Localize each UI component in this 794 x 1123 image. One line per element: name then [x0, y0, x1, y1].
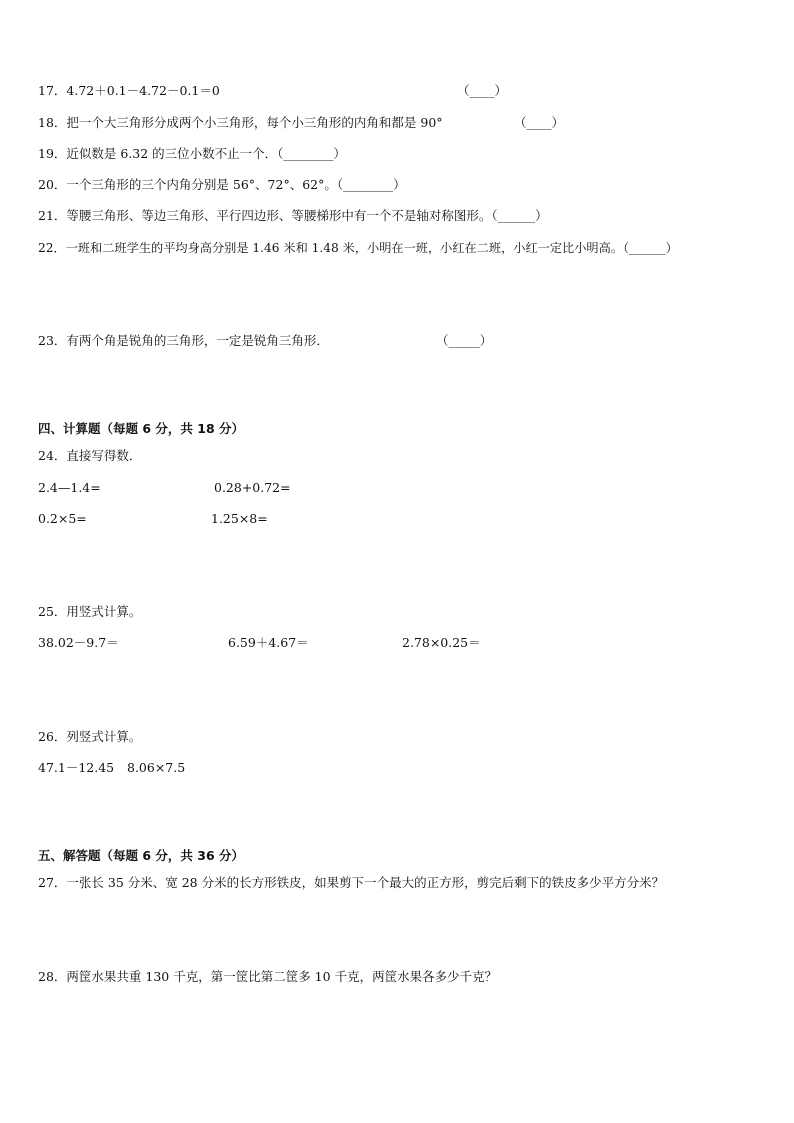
- question-17-text: 17．4.72＋0.1－4.72－0.1＝0: [38, 83, 220, 98]
- question-24-text: 24．直接写得数．: [38, 448, 142, 463]
- question-26-text: 26．列竖式计算。: [38, 729, 142, 744]
- question-18-text: 18．把一个大三角形分成两个小三角形，每个小三角形的内角和都是 90°: [38, 115, 443, 130]
- q26-item: 47.1－12.45: [38, 760, 115, 775]
- question-20-text: 20．一个三角形的三个内角分别是 56°、72°、62°。（________）: [38, 177, 406, 192]
- question-22-text: 22．一班和二班学生的平均身高分别是 1.46 米和 1.48 米，小明在一班，小红在二班，小红一定比小明高。（______）: [38, 241, 678, 255]
- question-27-text: 27．一张长 35 分米、宽 28 分米的长方形铁皮，如果剪下一个最大的正方形，剪完后剩下的铁皮多少平方分米？: [38, 875, 665, 890]
- q24-item: 0.28+0.72=: [214, 480, 291, 495]
- question-25-text: 25．用竖式计算。: [38, 604, 142, 619]
- q25-item: 38.02－9.7＝: [38, 635, 119, 650]
- section-4-heading: 四、计算题（每题 6 分，共 18 分）: [38, 421, 245, 436]
- question-19-text: 19．近似数是 6.32 的三位小数不止一个．（________）: [38, 146, 346, 161]
- q26-item: 8.06×7.5: [127, 760, 186, 775]
- section-5-heading: 五、解答题（每题 6 分，共 36 分）: [38, 848, 245, 863]
- q24-item: 2.4—1.4=: [38, 480, 101, 495]
- q24-item: 0.2×5=: [38, 511, 87, 526]
- q25-item: 6.59＋4.67＝: [228, 635, 309, 650]
- question-28-text: 28．两筐水果共重 130 千克，第一筐比第二筐多 10 千克，两筐水果各多少千克？: [38, 969, 498, 984]
- q25-item: 2.78×0.25＝: [402, 635, 481, 650]
- question-23-text: 23．有两个角是锐角的三角形，一定是锐角三角形．: [38, 333, 329, 348]
- question-23-answer-blank[interactable]: （_____）: [436, 333, 493, 348]
- q24-item: 1.25×8=: [211, 511, 268, 526]
- question-21-text: 21．等腰三角形、等边三角形、平行四边形、等腰梯形中有一个不是轴对称图形。（______）: [38, 208, 548, 223]
- question-17-answer-blank[interactable]: （____）: [457, 83, 508, 98]
- question-18-answer-blank[interactable]: （____）: [514, 115, 565, 130]
